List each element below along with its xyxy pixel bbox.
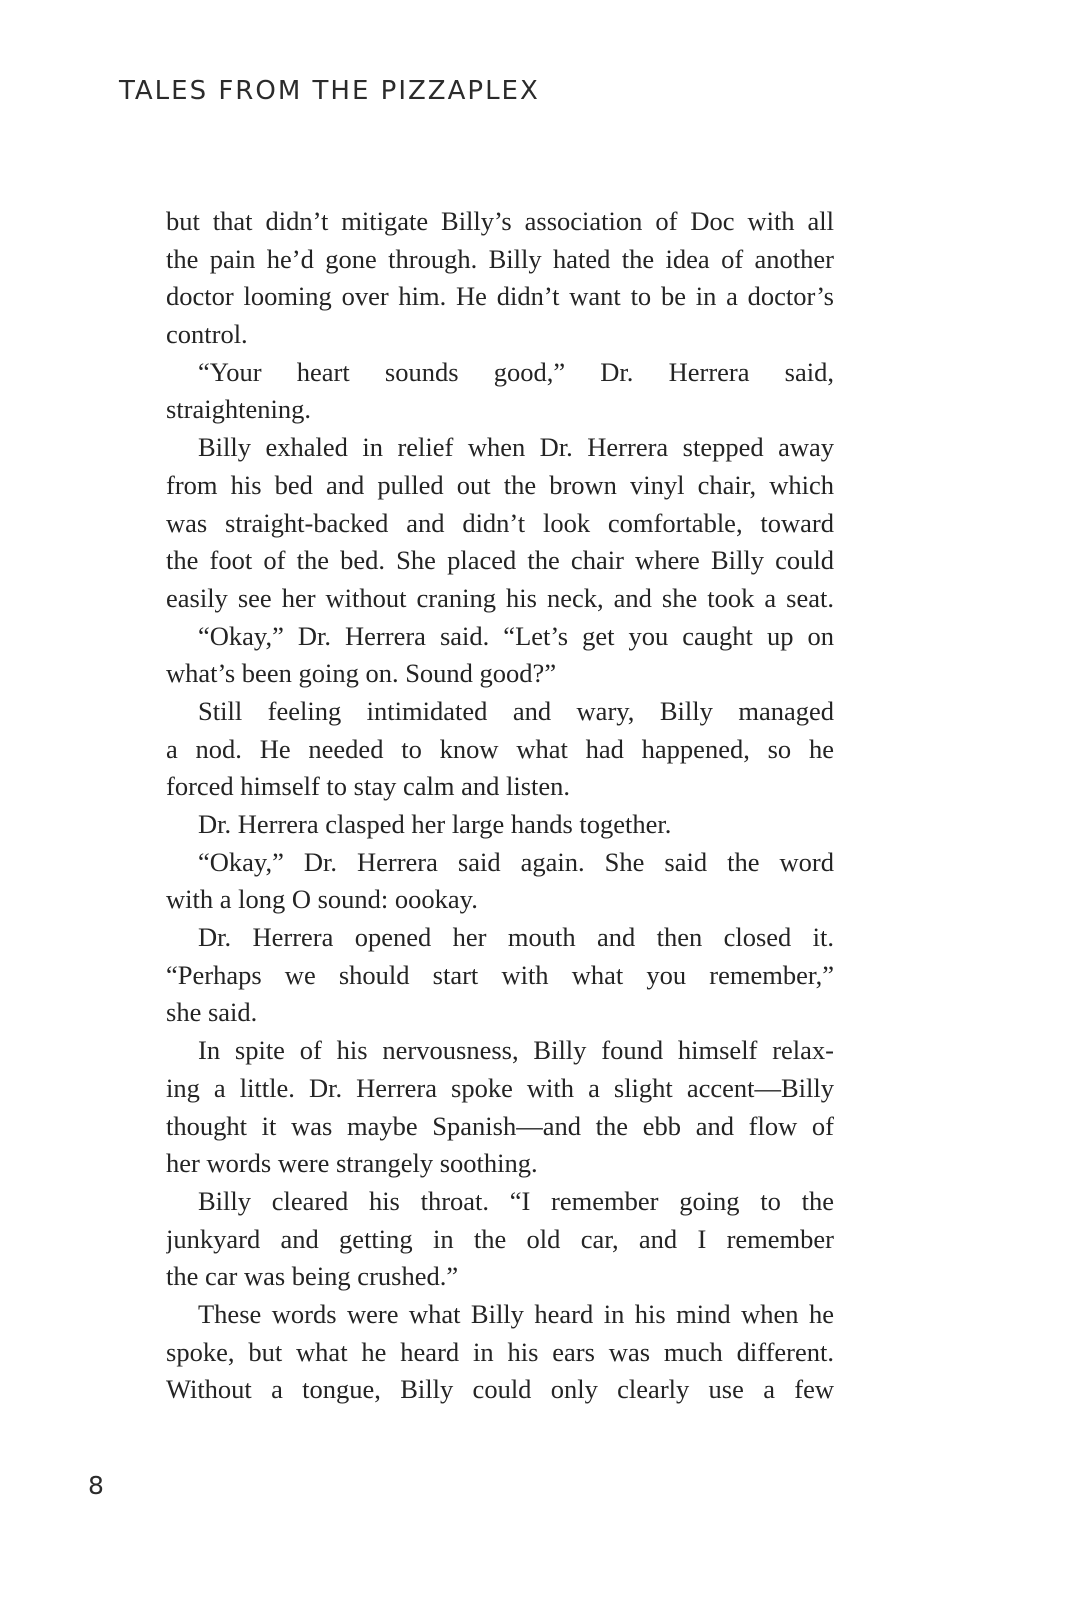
text-line: was straight-backed and didn’t look comfortable, toward [166, 507, 834, 538]
text-line: straightening. [166, 394, 311, 425]
text-line: from his bed and pulled out the brown vinyl chair, which [166, 469, 834, 500]
text-line: junkyard and getting in the old car, and I remember [166, 1223, 834, 1254]
text-line: In spite of his nervousness, Billy found himself relax- [198, 1035, 834, 1066]
text-line: doctor looming over him. He didn’t want to be in a doctor’s [166, 281, 834, 312]
text-line: “Your heart sounds good,” Dr. Herrera said, [198, 356, 834, 387]
text-line: easily see her without craning his neck, and she took a seat. [166, 582, 834, 613]
text-line: forced himself to stay calm and listen. [166, 771, 571, 802]
body-text [166, 203, 834, 1409]
text-line: Dr. Herrera opened her mouth and then closed it. [198, 922, 834, 953]
text-line: Without a tongue, Billy could only clearly use a few [166, 1374, 834, 1405]
text-line: the car was being crushed.” [166, 1261, 459, 1292]
running-head-title: TALES FROM THE PIZZAPLEX [119, 76, 540, 106]
text-line: Still feeling intimidated and wary, Billy managed [198, 695, 834, 726]
text-line: “Perhaps we should start with what you remember,” [166, 959, 834, 990]
text-line: her words were strangely soothing. [166, 1148, 538, 1179]
text-line: Billy cleared his throat. “I remember going to the [198, 1185, 834, 1216]
text-line: a nod. He needed to know what had happened, so he [166, 733, 834, 764]
text-line: ing a little. Dr. Herrera spoke with a slight accent—Billy [166, 1072, 834, 1103]
text-line: thought it was maybe Spanish—and the ebb and flow of [166, 1110, 834, 1141]
text-line: Dr. Herrera clasped her large hands together. [198, 809, 672, 839]
text-line: Billy exhaled in relief when Dr. Herrera stepped away [198, 432, 834, 463]
text-line: spoke, but what he heard in his ears was much different. [166, 1336, 834, 1367]
page-number: 8 [88, 1471, 104, 1500]
text-line: she said. [166, 997, 258, 1028]
text-line: “Okay,” Dr. Herrera said again. She said the word [198, 846, 834, 877]
text-line: the foot of the bed. She placed the chair where Billy could [166, 545, 834, 576]
text-line: the pain he’d gone through. Billy hated the idea of another [166, 243, 834, 274]
text-line: “Okay,” Dr. Herrera said. “Let’s get you caught up on [198, 620, 834, 651]
text-line: what’s been going on. Sound good?” [166, 658, 557, 689]
text-line: with a long O sound: oookay. [166, 884, 478, 915]
text-line: but that didn’t mitigate Billy’s association of Doc with all [166, 206, 834, 236]
text-line: control. [166, 319, 248, 350]
text-line: These words were what Billy heard in his mind when he [198, 1298, 834, 1329]
